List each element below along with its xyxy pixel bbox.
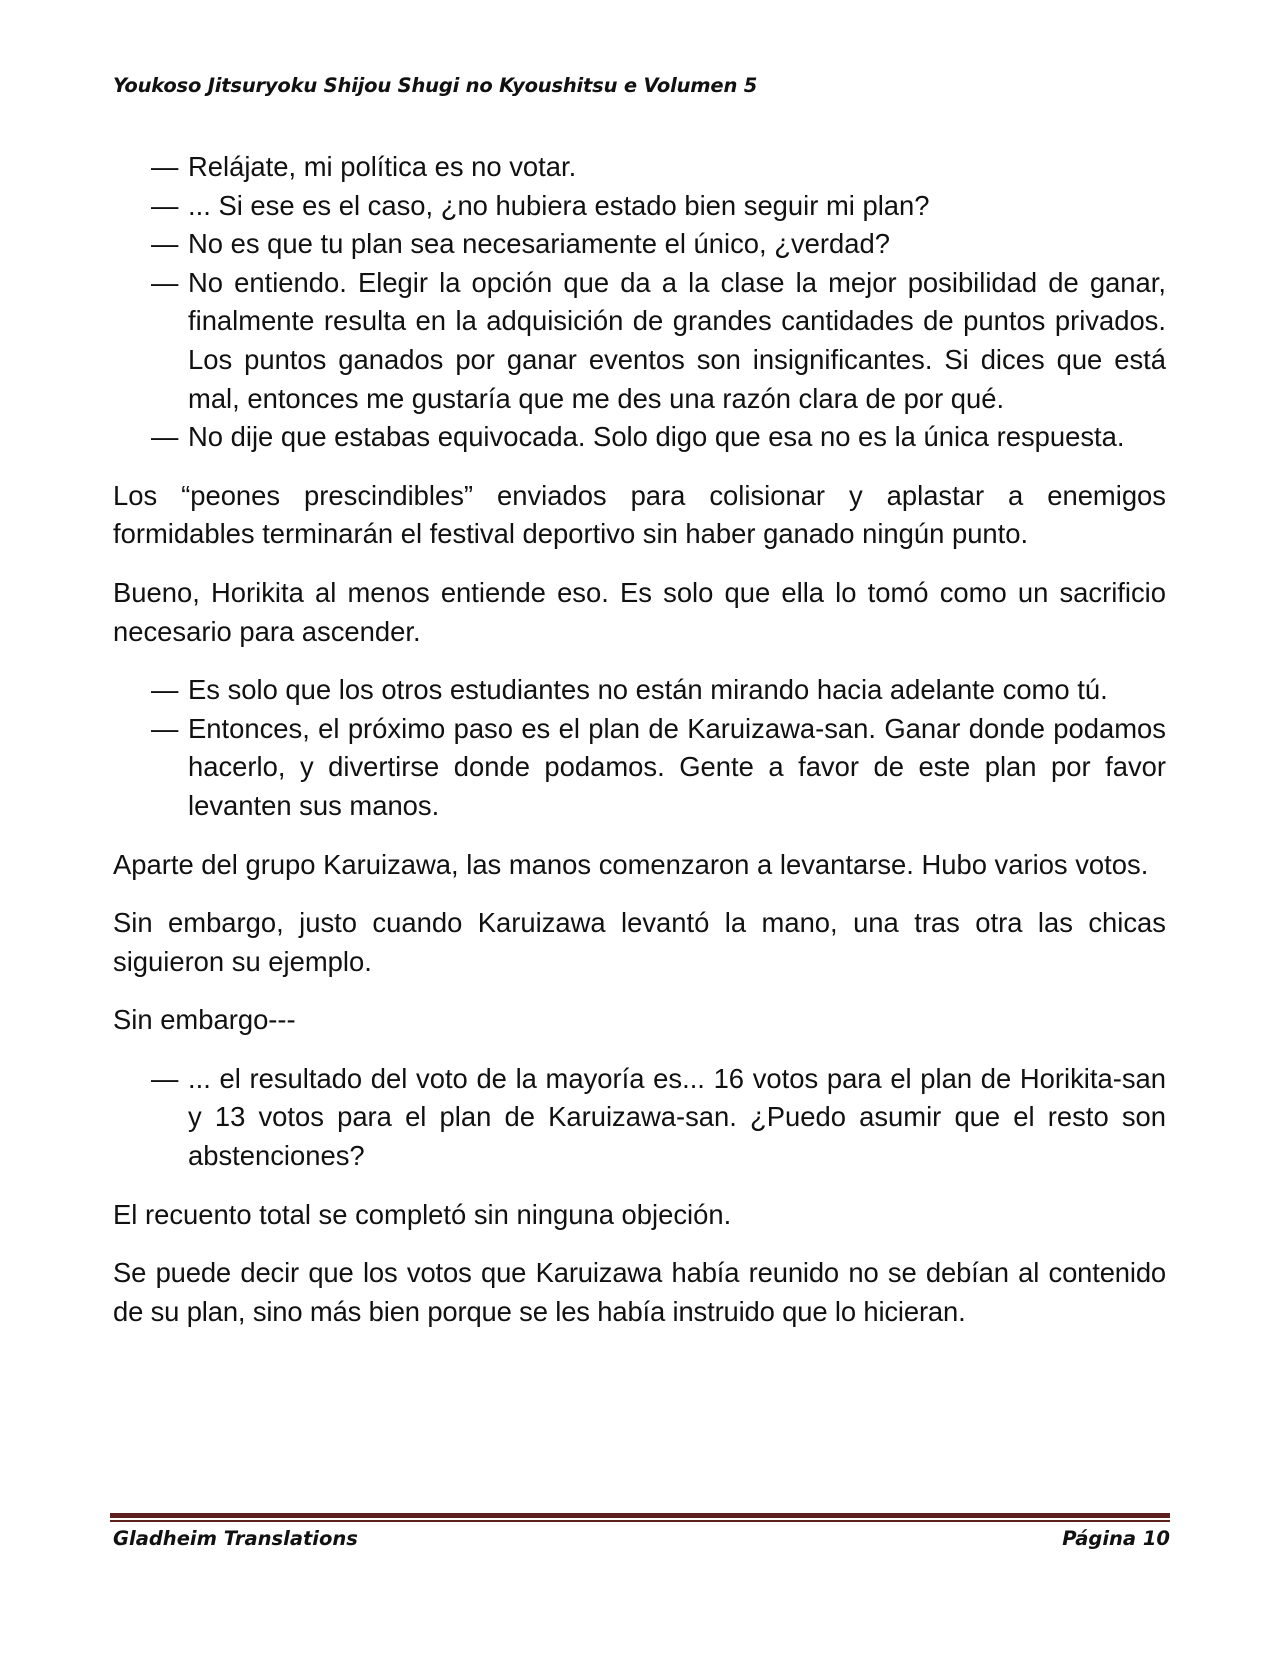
document-body xyxy=(113,148,1166,1351)
footer-divider-thick xyxy=(110,1513,1170,1518)
footer-page-number: Página 10 xyxy=(1062,1527,1170,1550)
narrative-paragraph: Bueno, Horikita al menos entiende eso. Es solo que ella lo tomó como un sacrificio necesario para ascender. xyxy=(113,576,1166,647)
dialogue-text: Es solo que los otros estudiantes no están mirando hacia adelante como tú. xyxy=(188,674,1108,706)
dialogue-dash: — xyxy=(151,1062,179,1094)
dialogue-group-1 xyxy=(113,148,1166,457)
narrative-paragraph: El recuento total se completó sin ninguna objeción. xyxy=(113,1198,732,1230)
footer-divider-thin xyxy=(110,1520,1170,1522)
narrative-paragraph: Se puede decir que los votos que Karuizawa había reunido no se debían al contenido de su plan, sino más bien porque se les había instruido que lo hicieran. xyxy=(113,1257,1166,1327)
narrative-paragraph: Sin embargo, justo cuando Karuizawa levantó la mano, una tras otra las chicas siguieron su ejemplo. xyxy=(113,907,1166,977)
dialogue-dash: — xyxy=(151,151,179,182)
dialogue-line xyxy=(113,671,1166,710)
footer-translator-credit: Gladheim Translations xyxy=(113,1527,358,1550)
dialogue-line xyxy=(113,1060,1166,1176)
dialogue-group-2 xyxy=(113,671,1166,825)
dialogue-line xyxy=(113,264,1166,418)
dialogue-dash: — xyxy=(151,674,179,706)
dialogue-line xyxy=(113,148,1166,187)
narrative-paragraph: Sin embargo--- xyxy=(113,1004,296,1036)
dialogue-line xyxy=(113,187,1166,226)
narrative-paragraph: Los “peones prescindibles” enviados para colisionar y aplastar a enemigos formidables terminarán el festival deportivo sin haber ganado ningún punto. xyxy=(113,479,1166,550)
dialogue-dash: — xyxy=(151,189,179,221)
dialogue-dash: — xyxy=(151,421,179,453)
dialogue-text: ... el resultado del voto de la mayoría es... 16 votos para el plan de Horikita-san y 13 votos para el plan de Karuizawa-san. ¿Puedo asumir que el resto son abstenciones? xyxy=(188,1062,1166,1172)
dialogue-dash: — xyxy=(151,266,179,298)
dialogue-text: Relájate, mi política es no votar. xyxy=(188,151,577,182)
footer-divider xyxy=(110,1513,1170,1522)
dialogue-text: Entonces, el próximo paso es el plan de Karuizawa-san. Ganar donde podamos hacerlo, y divertirse donde podamos. Gente a favor de este plan por favor levanten sus manos. xyxy=(188,712,1166,821)
dialogue-text: No dije que estabas equivocada. Solo digo que esa no es la única respuesta. xyxy=(188,421,1125,453)
narrative-paragraph: Aparte del grupo Karuizawa, las manos comenzaron a levantarse. Hubo varios votos. xyxy=(113,848,1149,880)
dialogue-text: No entiendo. Elegir la opción que da a la clase la mejor posibilidad de ganar, finalmente resulta en la adquisición de grandes cantidades de puntos privados. Los puntos ganados por ganar eventos son insignificantes. Si dices que está mal, entonces me gustaría que me des una razón clara de por qué. xyxy=(188,266,1166,414)
dialogue-dash: — xyxy=(151,228,179,260)
dialogue-line xyxy=(113,225,1166,264)
dialogue-text: No es que tu plan sea necesariamente el único, ¿verdad? xyxy=(188,228,890,260)
page-header-title: Youkoso Jitsuryoku Shijou Shugi no Kyoushitsu e Volumen 5 xyxy=(113,74,758,97)
dialogue-line xyxy=(113,418,1166,457)
dialogue-group-3 xyxy=(113,1060,1166,1176)
dialogue-dash: — xyxy=(151,712,179,744)
dialogue-text: ... Si ese es el caso, ¿no hubiera estado bien seguir mi plan? xyxy=(188,189,930,221)
dialogue-line xyxy=(113,710,1166,826)
